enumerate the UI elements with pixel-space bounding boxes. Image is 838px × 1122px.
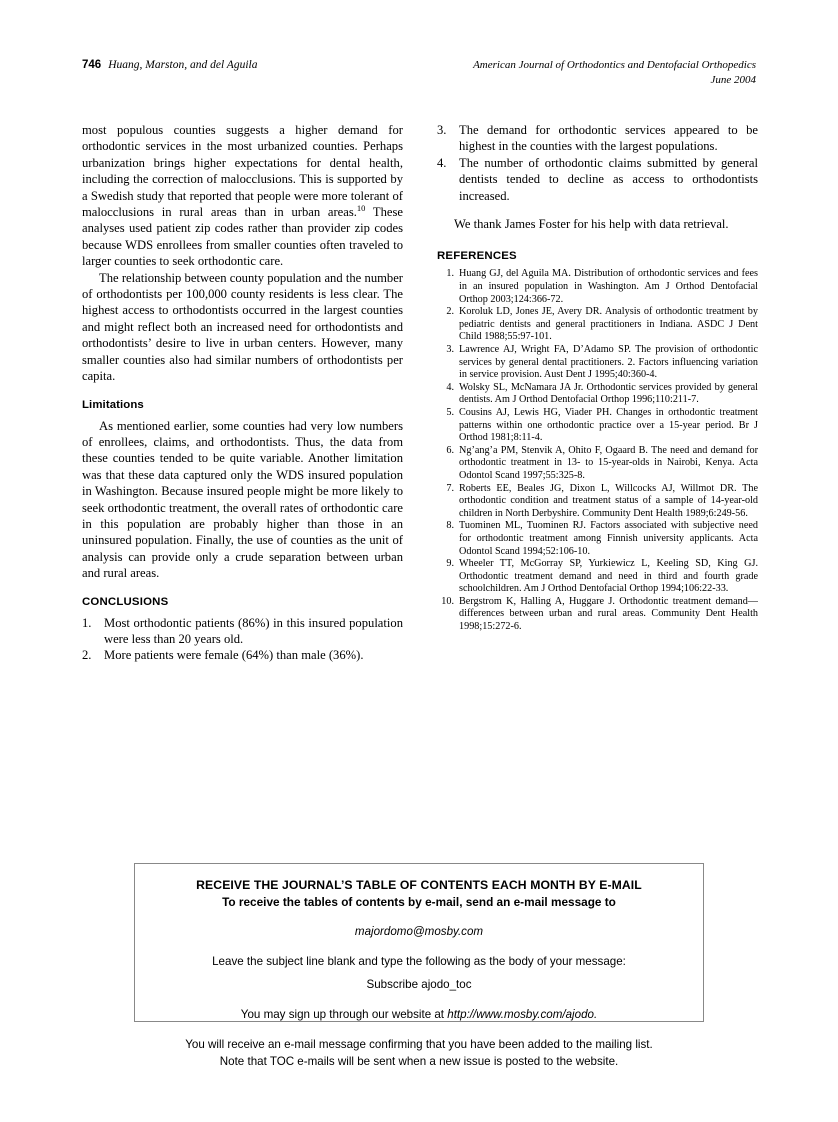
paragraph-acknowledgment: We thank James Foster for his help with data retrieval. bbox=[454, 217, 729, 232]
reference-text: Lawrence AJ, Wright FA, D’Adamo SP. The provision of orthodontic services by general dental practitioners. 2. Factors influencing variation in service provision. Aust Dent J 1995;40:360-4. bbox=[459, 344, 758, 381]
notice-email-address[interactable]: majordomo@mosby.com bbox=[354, 925, 484, 938]
reference-text: Huang GJ, del Aguila MA. Distribution of orthodontic services and fees in an insured population in Washington. Am J Orthod Dentofacial Orthop 2003;124:366-72. bbox=[459, 268, 758, 305]
list-item-number: 2. bbox=[82, 648, 92, 663]
reference-number: 6. bbox=[446, 444, 454, 456]
article-body bbox=[82, 122, 758, 822]
list-item bbox=[82, 615, 403, 648]
list-item-text: Most orthodontic patients (86%) in this insured population were less than 20 years old. bbox=[104, 615, 403, 646]
running-head bbox=[82, 58, 756, 88]
list-item-number: 3. bbox=[437, 123, 447, 137]
reference-number: 1. bbox=[446, 268, 454, 280]
notice-subscribe-command: Subscribe ajodo_toc bbox=[366, 978, 472, 991]
notice-confirm-line-1: You will receive an e-mail message confirming that you have been added to the mailing list. bbox=[185, 1038, 653, 1051]
reference-item bbox=[437, 445, 758, 483]
notice-confirm-line-2: Note that TOC e-mails will be sent when a new issue is posted to the website. bbox=[219, 1055, 619, 1068]
reference-text: Tuominen ML, Tuominen RJ. Factors associated with subjective need for orthodontic treatment among Finnish university applicants. Acta Odontol Scand 1994;52:106-10. bbox=[459, 520, 758, 557]
notice-subtitle: To receive the tables of contents by e-mail, send an e-mail message to bbox=[222, 895, 616, 909]
reference-item bbox=[437, 596, 758, 634]
paragraph-limitations: As mentioned earlier, some counties had very low numbers of enrollees, claims, and orthodontists. Thus, the data from these counties tended to be quite variable. Another limitation was that these data captured only the WDS insured population in Washington. Because insured people might be more likely to seek orthodontic treatment, the overall rates of orthodontic care in this population are probably higher than those in an uninsured population. Finally, the use of counties as the unit of analysis can provide only a crude separation between urban and rural areas. bbox=[82, 418, 403, 581]
reference-number: 3. bbox=[446, 344, 454, 355]
reference-text: Wolsky SL, McNamara JA Jr. Orthodontic services provided by general dentists. Am J Orthod Dentofacial Orthop 1996;110:211-7. bbox=[459, 381, 758, 406]
right-column bbox=[437, 122, 758, 634]
journal-title: American Journal of Orthodontics and Dentofacial Orthopedics bbox=[473, 59, 756, 71]
notice-title: RECEIVE THE JOURNAL’S TABLE OF CONTENTS EACH MONTH BY E-MAIL bbox=[196, 878, 642, 892]
reference-text: Wheeler TT, McGorray SP, Yurkiewicz L, Keeling SD, King GJ. Orthodontic treatment demand and need in third and fourth grade schoolchildren. Am J Orthod Dentofacial Orthop 1994;106:22-33. bbox=[459, 558, 758, 595]
paragraph-text: most populous counties suggests a higher demand for orthodontic services in the most urbanized counties. Perhaps urbanization brings higher expectations for dental health, including the correction of malocclusions. This is supported by a Swedish study that reported that people were more tolerant of malocclusions in rural areas than in urban areas. bbox=[82, 123, 403, 220]
reference-text: Koroluk LD, Jones JE, Avery DR. Analysis of orthodontic treatment by pediatric dentists and general practitioners in Indiana. ASDC J Dent Child 1988;55:97-101. bbox=[459, 306, 758, 343]
reference-item bbox=[437, 306, 758, 344]
left-column bbox=[82, 122, 403, 664]
conclusions-list-left bbox=[82, 615, 403, 664]
reference-number: 4. bbox=[446, 381, 454, 393]
heading-conclusions: CONCLUSIONS bbox=[82, 595, 169, 608]
reference-item bbox=[437, 382, 758, 407]
conclusions-list-right bbox=[437, 122, 758, 204]
references-list bbox=[437, 268, 758, 633]
notice-website-url[interactable]: http://www.mosby.com/ajodo. bbox=[447, 1008, 598, 1021]
citation-superscript: 10 bbox=[356, 202, 366, 213]
paragraph-text-cont: These analyses used patient zip codes rather than provider zip codes because WDS enrollees from smaller counties often traveled to larger counties to seek orthodontic care. bbox=[82, 205, 403, 269]
notice-signup-line bbox=[135, 1006, 703, 1023]
reference-number: 2. bbox=[446, 306, 454, 318]
reference-item bbox=[437, 344, 758, 382]
reference-number: 7. bbox=[446, 482, 454, 494]
running-head-authors: Huang, Marston, and del Aguila bbox=[108, 59, 258, 71]
reference-item bbox=[437, 520, 758, 558]
running-head-right bbox=[473, 58, 756, 88]
paragraph-continuation bbox=[82, 122, 403, 270]
issue-date: June 2004 bbox=[710, 74, 756, 86]
list-item bbox=[437, 155, 758, 204]
reference-item bbox=[437, 558, 758, 596]
reference-number: 5. bbox=[446, 406, 454, 418]
reference-item bbox=[437, 407, 758, 445]
reference-item bbox=[437, 483, 758, 521]
list-item-text: More patients were female (64%) than male (36%). bbox=[104, 648, 364, 663]
notice-signup-prefix: You may sign up through our website at bbox=[240, 1008, 448, 1021]
list-item-text: The demand for orthodontic services appeared to be highest in the counties with the largest populations. bbox=[459, 123, 758, 154]
page-number: 746 bbox=[82, 59, 102, 71]
reference-number: 10. bbox=[441, 595, 454, 607]
running-head-left bbox=[82, 58, 257, 72]
reference-number: 9. bbox=[446, 558, 454, 570]
reference-number: 8. bbox=[446, 520, 454, 532]
heading-references: REFERENCES bbox=[437, 250, 517, 263]
list-item-text: The number of orthodontic claims submitted by general dentists tended to decline as access to orthodontists increased. bbox=[459, 155, 758, 203]
list-item bbox=[82, 647, 403, 663]
notice-instruction: Leave the subject line blank and type the following as the body of your message: bbox=[212, 955, 626, 968]
list-item-number: 4. bbox=[437, 155, 447, 170]
list-item-number: 1. bbox=[82, 615, 92, 630]
reference-text: Cousins AJ, Lewis HG, Viader PH. Changes in orthodontic treatment patterns within one orthodontic practice over a 15-year period. Br J Orthod 1981;8:11-4. bbox=[459, 406, 758, 444]
paragraph-relationship: The relationship between county population and the number of orthodontists per 100,000 county residents is less clear. The highest access to orthodontists occurred in the largest counties and might reflect both an increased need for orthodontists and orthodontists’ desire to live in urban centers. However, many smaller counties also had similar numbers of orthodontists per capita. bbox=[82, 270, 403, 384]
reference-item bbox=[437, 268, 758, 306]
list-item bbox=[437, 122, 758, 155]
reference-text: Roberts EE, Beales JG, Dixon L, Willcocks AJ, Willmot DR. The orthodontic condition and treatment status of a sample of 14-year-old children in North Derbyshire. Community Dent Health 1989;6:249-56. bbox=[459, 482, 758, 519]
heading-limitations: Limitations bbox=[82, 398, 144, 411]
reference-text: Ng’ang’a PM, Stenvik A, Ohito F, Ogaard B. The need and demand for orthodontic treatment in 13- to 15-year-olds in Nairobi, Kenya. Acta Odontol Scand 1997;55:325-8. bbox=[459, 444, 758, 481]
reference-text: Bergstrom K, Halling A, Huggare J. Orthodontic treatment demand—differences between urban and rural areas. Community Dent Health 1998;15:272-6. bbox=[459, 595, 758, 633]
toc-email-notice-box bbox=[134, 863, 704, 1068]
